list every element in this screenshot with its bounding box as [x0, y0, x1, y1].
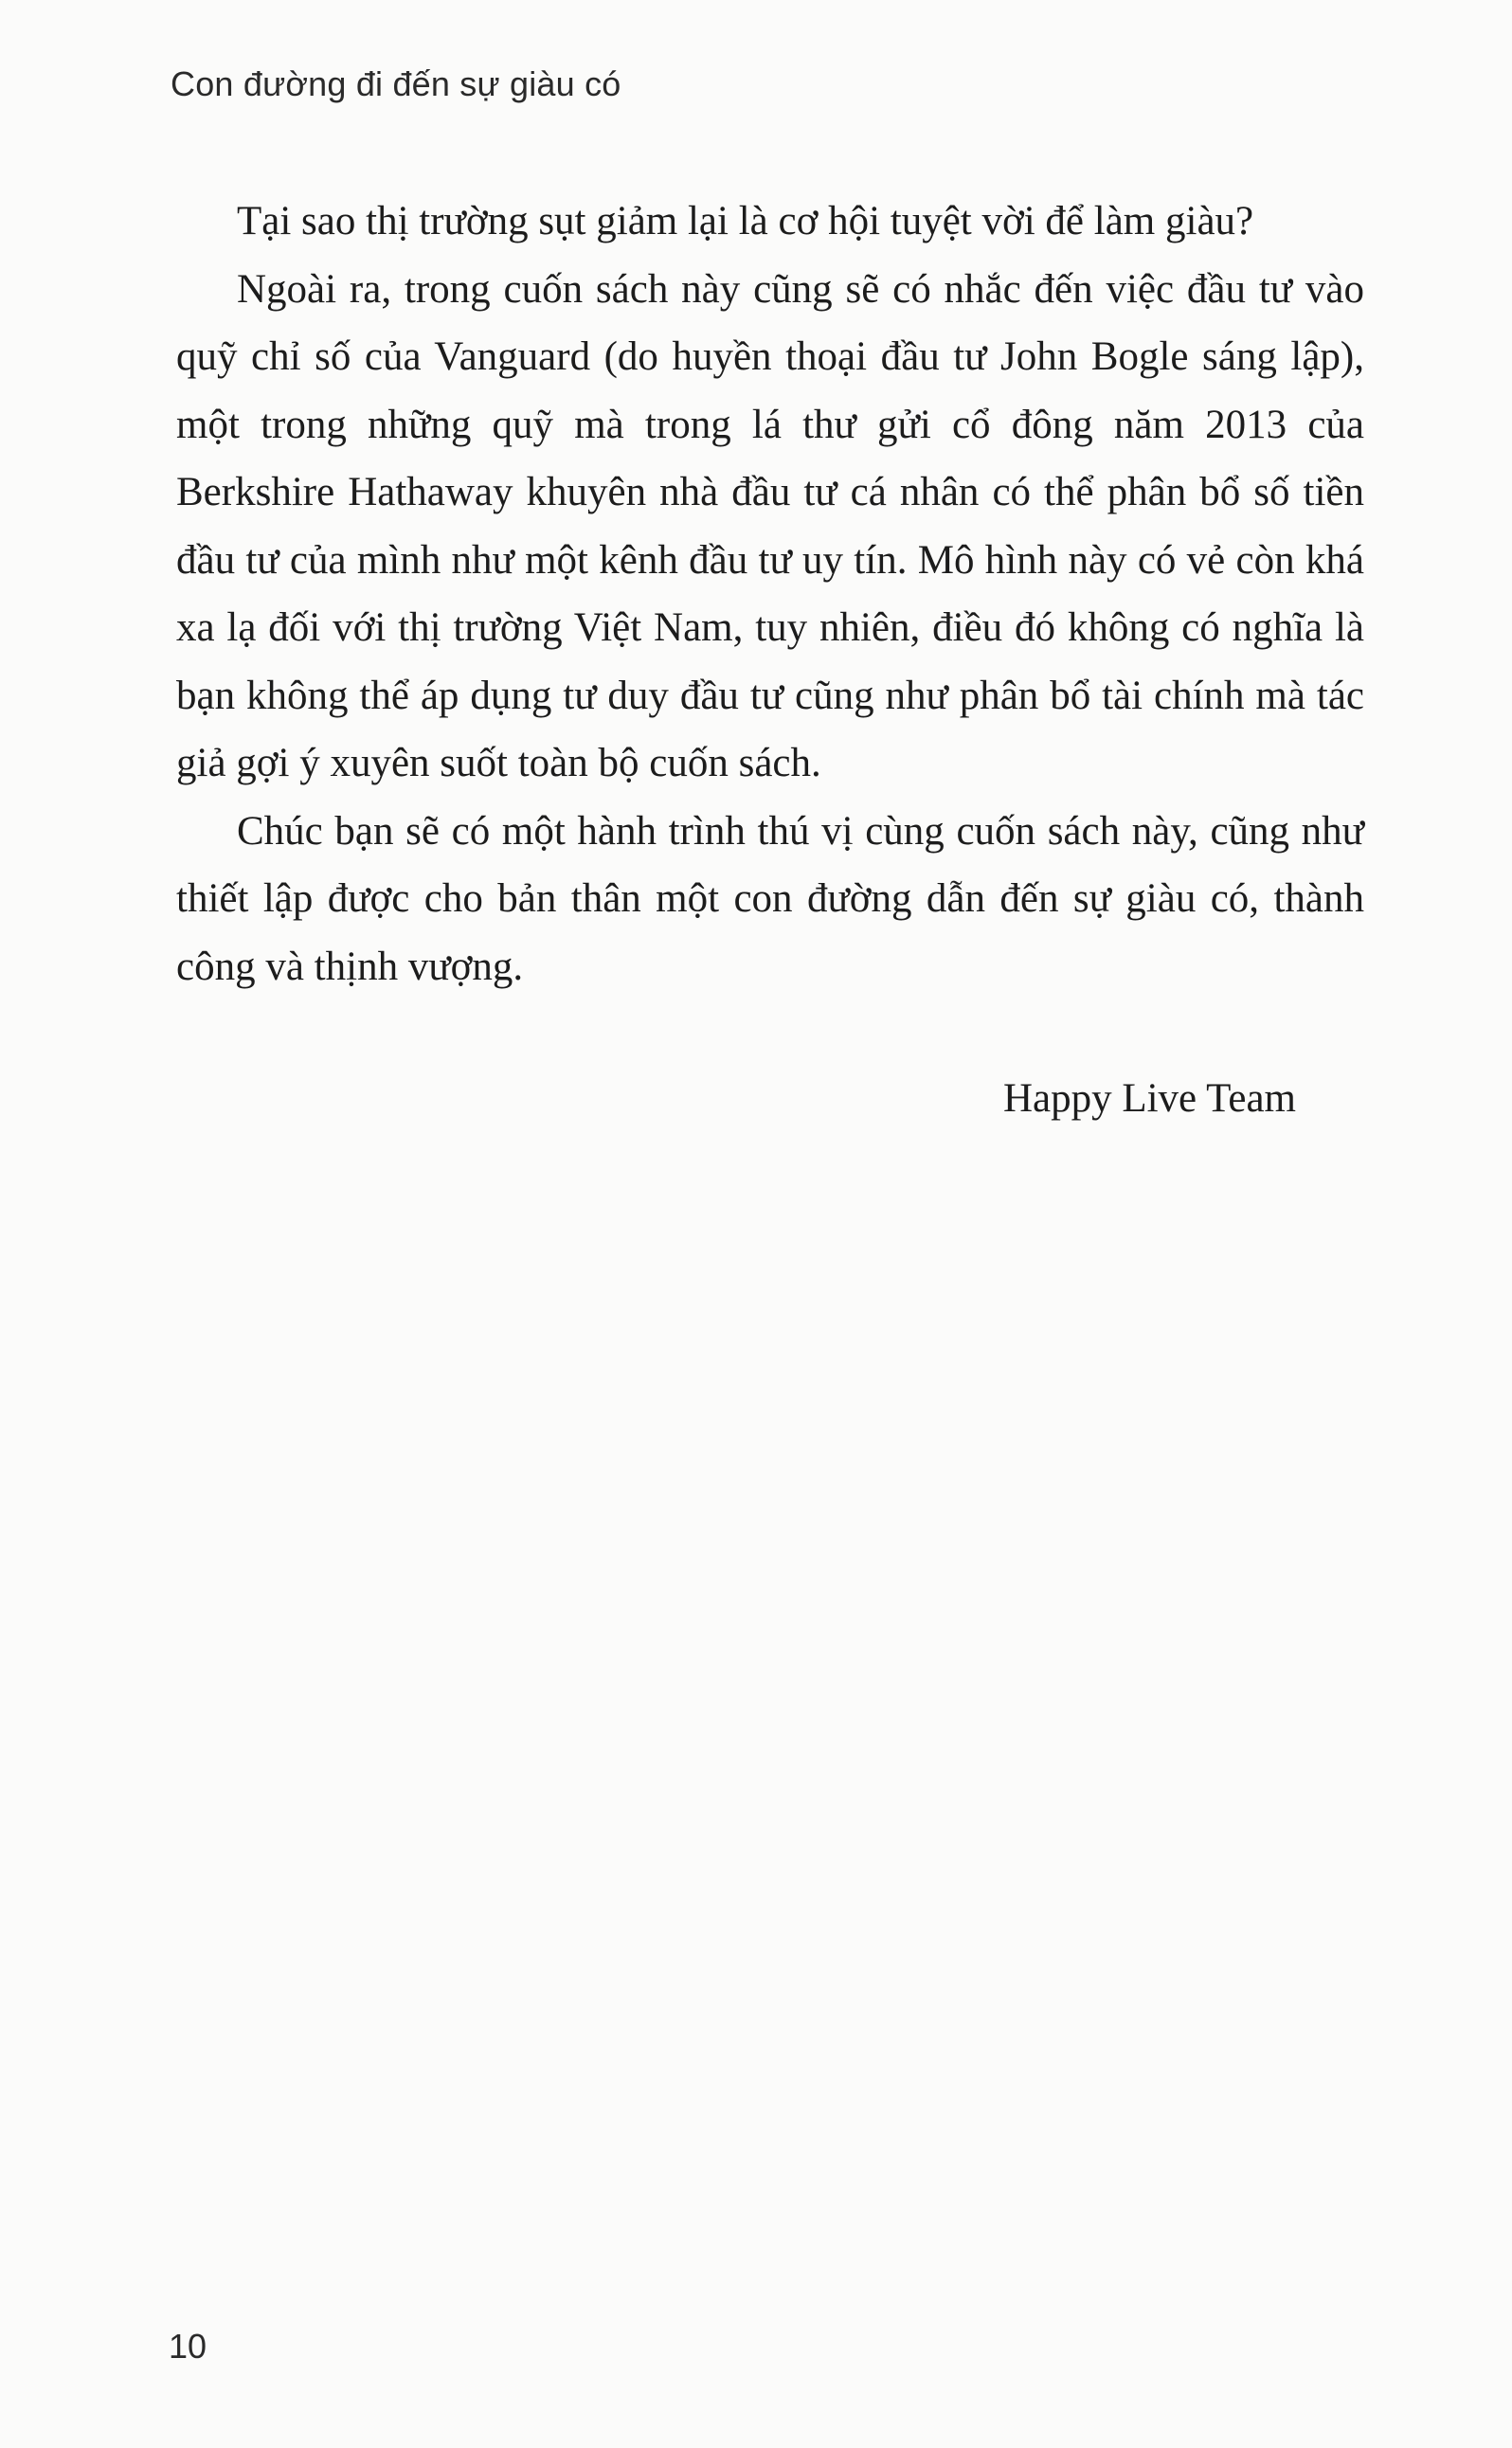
- paragraph-closing-wish: Chúc bạn sẽ có một hành trình thú vị cùng cuốn sách này, cũng như thiết lập được cho bản thân một con đường dẫn đến sự giàu có, thành công và thịnh vượng.: [176, 808, 1364, 989]
- signature: Happy Live Team: [1002, 1076, 1296, 1121]
- paragraph-vanguard: Ngoài ra, trong cuốn sách này cũng sẽ có nhắc đến việc đầu tư vào quỹ chỉ số của Vanguard (do huyền thoại đầu tư John Bogle sáng lập), một trong những quỹ mà trong lá thư gửi cổ đông năm 2013 của Berkshire Hathaway khuyên nhà đầu tư cá nhân có thể phân bổ số tiền đầu tư của mình như một kênh đầu tư uy tín. Mô hình này có vẻ còn khá xa lạ đối với thị trường Việt Nam, tuy nhiên, điều đó không có nghĩa là bạn không thể áp dụng tư duy đầu tư cũng như phân bổ tài chính mà tác giả gợi ý xuyên suốt toàn bộ cuốn sách.: [176, 266, 1364, 785]
- paragraph-question: Tại sao thị trường sụt giảm lại là cơ hội tuyệt vời để làm giàu?: [237, 199, 1254, 243]
- running-header: Con đường đi đến sự giàu có: [171, 64, 621, 103]
- body-text: [176, 188, 1364, 1000]
- page-number: 10: [169, 2327, 207, 2366]
